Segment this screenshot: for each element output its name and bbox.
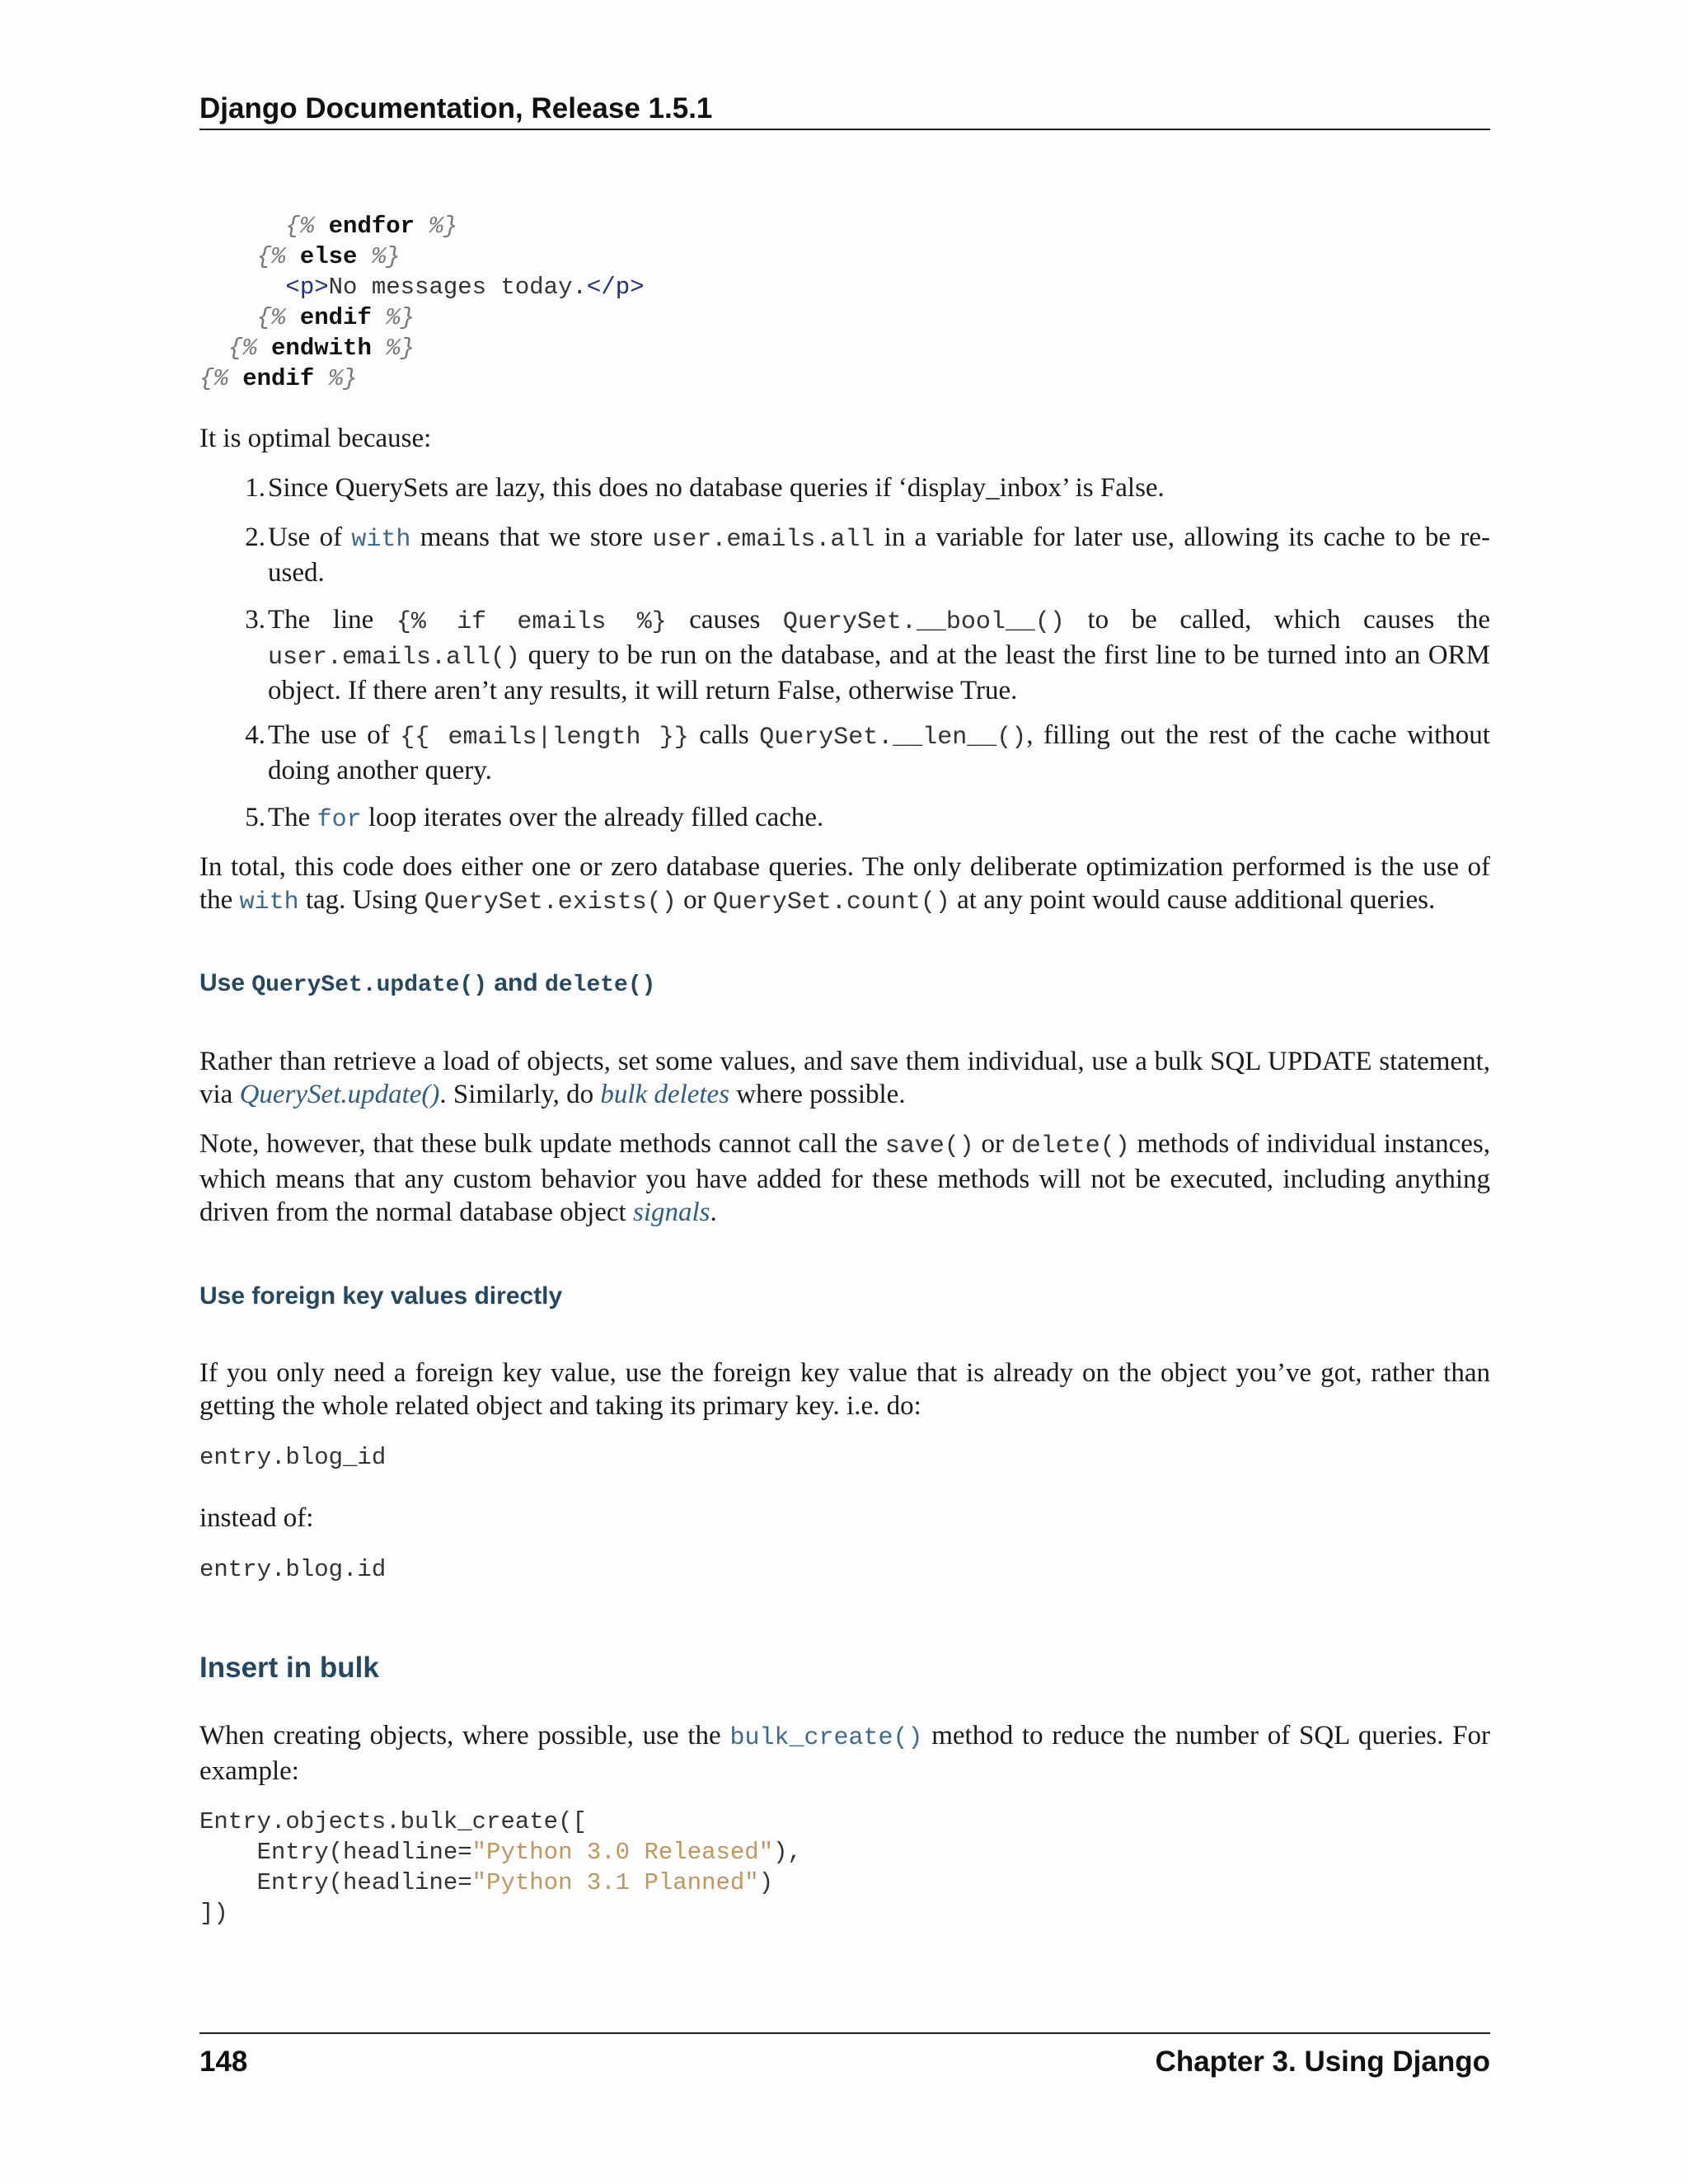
code-line: <p>No messages today.</p> [285,274,645,301]
page-number: 148 [199,2046,248,2078]
code-line: {% else %} [256,243,401,270]
bulk-create-link[interactable]: bulk_create() [729,1724,923,1752]
list-item: 3. The line {% if emails %} causes QuerySet.__bool__() to be called, which causes the user.emails.all() query to be run on the database, and at the least the first line to be turned into an ORM object. If there aren’t any results, it will return False, otherwise True. [245,605,1490,705]
bulk-deletes-link[interactable]: bulk deletes [600,1080,730,1109]
header-title: Django Documentation, Release 1.5.1 [199,92,713,124]
code-line: {% endif %} [256,304,415,331]
code-line: {% endwith %} [227,335,415,362]
running-header [199,92,1490,130]
fk-code-instead: entry.blog.id [199,1556,387,1583]
code-line: {% endif %} [199,365,358,392]
section-heading-foreign-key: Use foreign key values directly [199,1282,563,1310]
section-heading-update-delete: Use QuerySet.update() and delete() [199,969,656,998]
instead-of-text: instead of: [199,1503,314,1533]
fk-code-do: entry.blog_id [199,1444,387,1471]
total-paragraph: In total, this code does either one or zero database queries. The only deliberate optimization performed is the use of the with tag. Using QuerySet.exists() or QuerySet.count() at any point would cause additional queries. [199,852,1490,916]
update-paragraph-1: Rather than retrieve a load of objects, set some values, and save them individual, use a bulk SQL UPDATE statement, via QuerySet.update(). Similarly, do bulk deletes where possible. [199,1047,1490,1109]
bulk-code-block [199,1807,802,1929]
section-heading-insert-bulk: Insert in bulk [199,1652,379,1684]
optimal-intro: It is optimal because: [199,424,432,453]
code-line: Entry.objects.bulk_create([ [199,1808,587,1835]
list-item: 5. The for loop iterates over the already filled cache. [245,803,824,834]
queryset-update-link[interactable]: QuerySet.update() [239,1080,440,1109]
with-tag-link[interactable]: with [239,888,299,916]
code-line: ]) [199,1900,228,1927]
running-footer [199,2032,1490,2079]
list-item: 1. Since QuerySets are lazy, this does no database queries if ‘display_inbox’ is False. [245,473,1165,503]
fk-paragraph: If you only need a foreign key value, use the foreign key value that is already on the object you’ve got, rather than getting the whole related object and taking its primary key. i.e. do: [199,1358,1490,1421]
signals-link[interactable]: signals [632,1197,710,1227]
code-line: {% endfor %} [285,213,458,240]
code-line: Entry(headline="Python 3.1 Planned") [199,1869,774,1896]
for-link[interactable]: for [316,806,362,834]
template-code-block [199,211,645,394]
list-item: 2. Use of with means that we store user.emails.all in a variable for later use, allowing its cache to be re-used. [245,523,1490,588]
update-paragraph-2: Note, however, that these bulk update methods cannot call the save() or delete() methods of individual instances, which means that any custom behavior you have added for these methods will not be executed, including anything driven from the normal database object signals. [199,1129,1490,1227]
with-link[interactable]: with [351,526,411,554]
list-item: 4. The use of {{ emails|length }} calls QuerySet.__len__(), filling out the rest of the cache without doing another query. [245,720,1490,785]
bulk-paragraph: When creating objects, where possible, use the bulk_create() method to reduce the number of SQL queries. For example: [199,1721,1491,1786]
code-line: Entry(headline="Python 3.0 Released"), [199,1839,802,1866]
chapter-title: Chapter 3. Using Django [1155,2046,1490,2078]
